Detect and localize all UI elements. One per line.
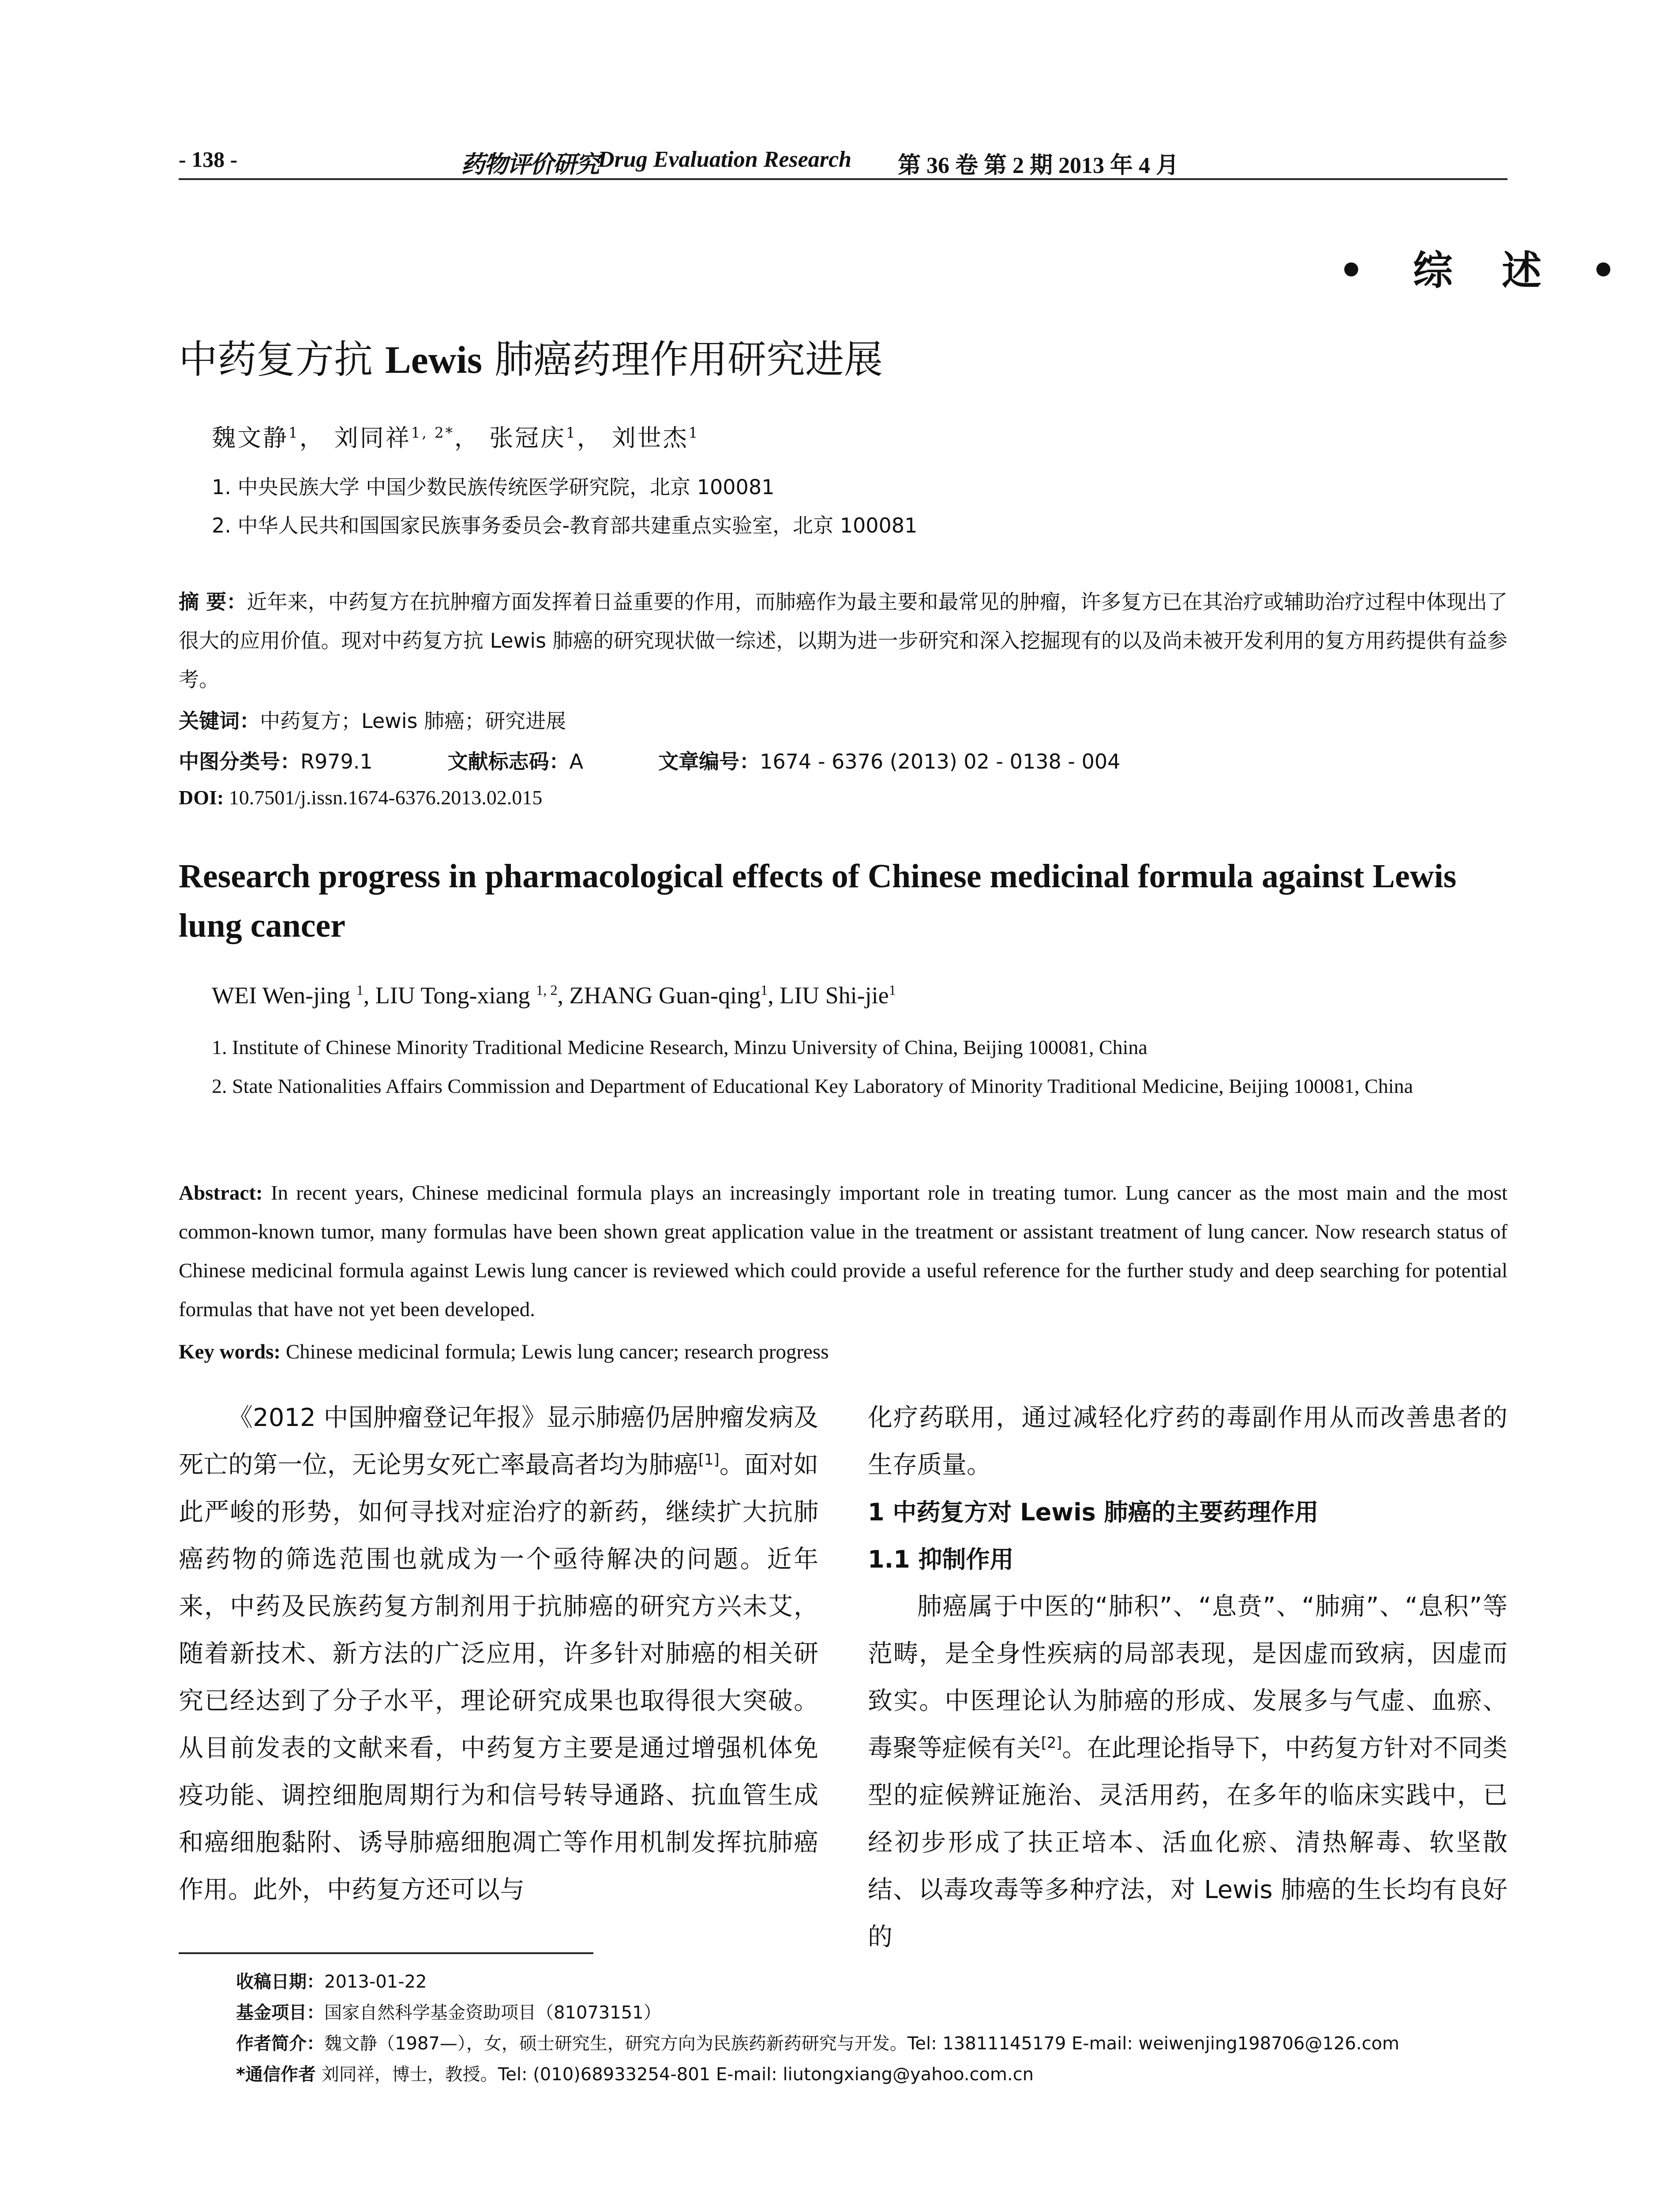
article-id-label: 文章编号： [658, 750, 760, 773]
authors-en [212, 982, 896, 1009]
author-name: 刘世杰 [611, 424, 689, 452]
doi-line [179, 785, 542, 809]
clc-label: 中图分类号： [179, 750, 300, 773]
title-cn-post: 肺癌药理作用研究进展 [482, 337, 883, 382]
running-header [179, 140, 1508, 176]
footnote-label: 作者简介： [236, 2033, 324, 2054]
keywords-en-text: Chinese medicinal formula; Lewis lung cancer; research progress [281, 1340, 829, 1363]
author-name: 张冠庆 [489, 424, 566, 452]
section-heading-1: 1 中药复方对 Lewis 肺癌的主要药理作用 [868, 1498, 1319, 1526]
doi-label: DOI: [179, 786, 224, 809]
author-en-name: LIU Tong-xiang [375, 982, 536, 1009]
citation-ref: [2] [1041, 1734, 1062, 1752]
keywords-en-label: Key words: [179, 1340, 281, 1363]
footnote-corresponding [236, 2060, 1034, 2086]
footnote-author [236, 2030, 1399, 2055]
issue-info: 第 36 卷 第 2 期 2013 年 4 月 [898, 153, 1179, 178]
journal-name: Drug Evaluation Research [598, 147, 851, 172]
author-en-sep: , [363, 982, 375, 1009]
author-en-sep: , [557, 982, 570, 1009]
author-en-sep: , [768, 982, 780, 1009]
body-column-right [868, 1394, 1508, 1961]
author-sup: 1 [566, 424, 577, 441]
body-paragraph [179, 1394, 818, 1913]
body-text: 《2012 中国肿瘤登记年报》显示肺癌仍居肿瘤发病及死亡的第一位，无论男女死亡率最高者均为肺癌 [179, 1403, 818, 1479]
keywords-cn [179, 705, 566, 734]
footnote-value: 2013-01-22 [324, 1972, 427, 1992]
affiliation-cn-2: 2. 中华人民共和国国家民族事务委员会-教育部共建重点实验室，北京 100081 [212, 514, 918, 537]
doc-code-value: A [569, 750, 584, 773]
title-cn-pre: 中药复方抗 [179, 337, 385, 382]
footnote-value: 魏文静（1987—），女，硕士研究生，研究方向为民族药新药研究与开发。Tel: 13811145179 E-mail: weiwenjing198706@126.com [324, 2033, 1399, 2054]
footnote-label: 基金项目： [236, 2003, 324, 2023]
title-cn-latin: Lewis [385, 339, 482, 382]
footnote-rule [179, 1952, 593, 1954]
abstract-en-text: In recent years, Chinese medicinal formula plays an increasingly important role in treating tumor. Lung cancer as the most main and the most common-known tumor, many formulas have been shown great application value in the treatment or assistant treatment of lung cancer. Now research status of Chinese medicinal formula against Lewis lung cancer is reviewed which could provide a useful reference for the further study and deep searching for potential formulas that have not yet been developed. [179, 1182, 1508, 1321]
article-title-cn [179, 329, 883, 384]
affiliation-en-2: 2. State Nationalities Affairs Commission and Department of Educational Key Laboratory of Minority Traditional Medicine, Beijing 100081, China [212, 1075, 1413, 1097]
clc-value: R979.1 [300, 750, 373, 773]
abstract-cn-text: 近年来，中药复方在抗肿瘤方面发挥着日益重要的作用，而肺癌作为最主要和最常见的肿瘤，许多复方已在其治疗或辅助治疗过程中体现出了很大的应用价值。现对中药复方抗 Lewis 肺癌的研究现状做一综述，以期为进一步研究和深入挖掘现有的以及尚未被开发利用的复方用药提供有益参考。 [179, 590, 1508, 691]
author-en-sup: 1 [760, 983, 768, 998]
citation-ref: [1] [698, 1451, 720, 1468]
affiliation-cn-1: 1. 中央民族大学 中国少数民族传统医学研究院，北京 100081 [212, 475, 775, 499]
abstract-cn [179, 582, 1508, 699]
abstract-en [179, 1174, 1508, 1329]
footnote-label: *通信作者 [236, 2064, 316, 2085]
body-paragraph [868, 1583, 1508, 1961]
body-text: 肺癌属于中医的“肺积”、“息贲”、“肺痈”、“息积”等范畴，是全身性疾病的局部表现，是因虚而致病，因虚而致实。中医理论认为肺癌的形成、发展多与气虚、血瘀、毒聚等症候有关 [868, 1592, 1508, 1763]
body-text: 。在此理论指导下，中药复方针对不同类型的症候辨证施治、灵活用药，在多年的临床实践中，已经初步形成了扶正培本、活血化瘀、清热解毒、软坚散结、以毒攻毒等多种疗法，对 Lewis 肺癌的生长均有良好的 [868, 1734, 1508, 1951]
author-sup: 1 [688, 424, 700, 441]
header-rule [179, 178, 1508, 180]
section-label: • 综 述 • [1338, 248, 1634, 294]
article-title-en: Research progress in pharmacological effects of Chinese medicinal formula against Lewis lung cancer [179, 858, 1457, 944]
author-en-sup: 1 [889, 983, 896, 998]
footnote-value: 国家自然科学基金资助项目（81073151） [324, 2003, 661, 2023]
body-paragraph-continued: 化疗药联用，通过减轻化疗药的毒副作用从而改善患者的生存质量。 [868, 1403, 1508, 1479]
author-en-name: LIU Shi-jie [780, 982, 889, 1009]
page-number: - 138 - [179, 147, 238, 172]
doi-value: 10.7501/j.issn.1674-6376.2013.02.015 [224, 786, 543, 809]
author-en-sup: 1, 2 [536, 983, 558, 998]
keywords-cn-label: 关键词： [179, 709, 260, 733]
keywords-cn-text: 中药复方；Lewis 肺癌；研究进展 [260, 709, 566, 733]
author-en-sup: 1 [356, 983, 364, 998]
footnote-received [236, 1968, 427, 1993]
article-id-value: 1674 - 6376 (2013) 02 - 0138 - 004 [760, 750, 1121, 773]
author-sup: 1, 2* [411, 424, 454, 441]
abstract-en-label: Abstract: [179, 1182, 263, 1204]
journal-logo: 药物评价研究 [461, 150, 599, 178]
author-en-name: ZHANG Guan-qing [569, 982, 761, 1009]
classification-line [179, 746, 1120, 775]
author-name: 魏文静 [212, 424, 289, 452]
footnote-fund [236, 1999, 661, 2024]
author-sup: 1 [289, 424, 300, 441]
abstract-cn-label: 摘 要： [179, 590, 247, 614]
body-column-left [179, 1394, 818, 1913]
section-heading-1-1: 1.1 抑制作用 [868, 1546, 1014, 1573]
author-name: 刘同祥 [334, 424, 411, 452]
keywords-en [179, 1332, 1508, 1371]
authors-cn: 魏文静$^1$， 刘同祥$^{1, 2*}$， 张冠庆$^1$， 刘世杰$^1$ [212, 424, 700, 452]
body-text: 。面对如此严峻的形势，如何寻找对症治疗的新药，继续扩大抗肺癌药物的筛选范围也就成为一个亟待解决的问题。近年来，中药及民族药复方制剂用于抗肺癌的研究方兴未艾，随着新技术、新方法的广泛应用，许多针对肺癌的相关研究已经达到了分子水平，理论研究成果也取得很大突破。从目前发表的文献来看，中药复方主要是通过增强机体免疫功能、调控细胞周期行为和信号转导通路、抗血管生成和癌细胞黏附、诱导肺癌细胞凋亡等作用机制发挥抗肺癌作用。此外，中药复方还可以与 [179, 1451, 819, 1904]
footnote-value: 刘同祥，博士，教授。Tel: (010)68933254-801 E-mail: liutongxiang@yahoo.com.cn [315, 2064, 1034, 2085]
affiliation-en-1: 1. Institute of Chinese Minority Traditional Medicine Research, Minzu University of China, Beijing 100081, China [212, 1036, 1148, 1058]
author-en-name: WEI Wen-jing [212, 982, 356, 1009]
doc-code-label: 文献标志码： [447, 750, 570, 773]
footnote-label: 收稿日期： [236, 1972, 324, 1992]
